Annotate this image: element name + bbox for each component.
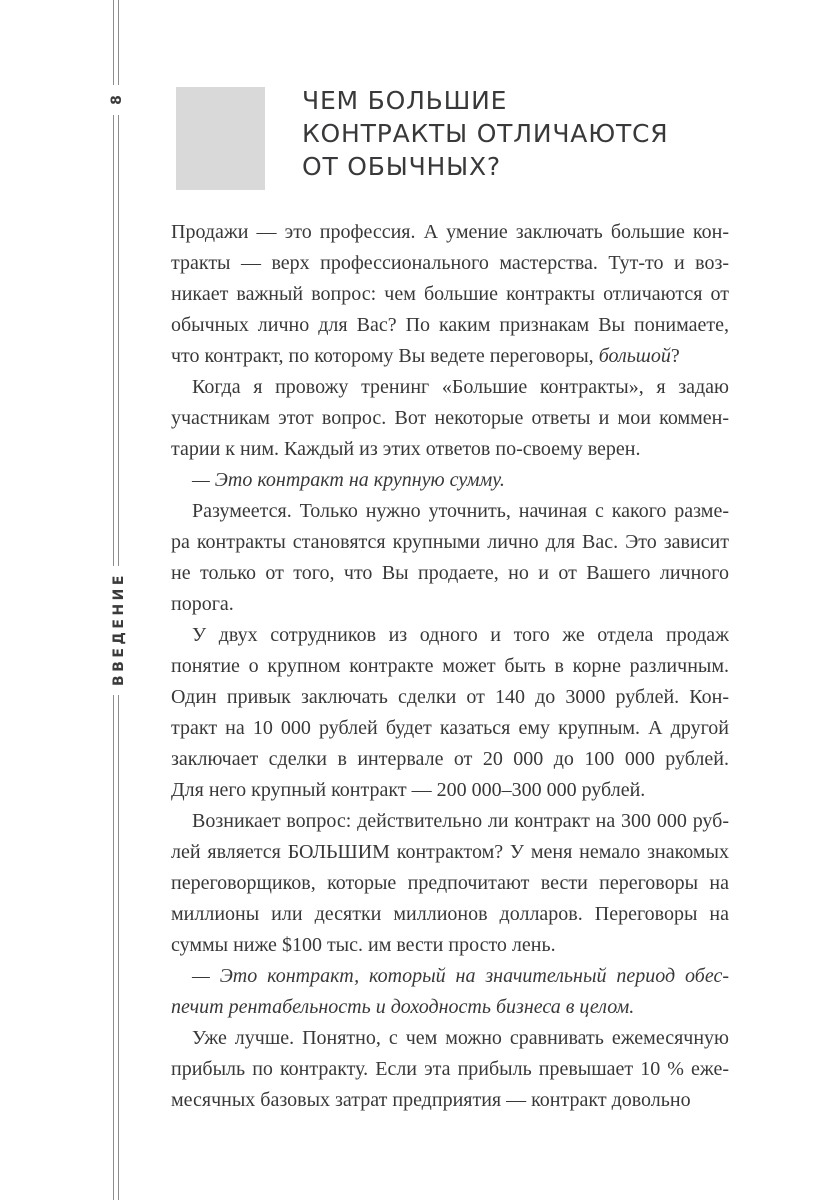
text-line: Возникает вопрос: действительно ли контракт на 300 000 руб- [192,810,729,832]
body-text [171,217,729,1116]
text-line: не только от того, что Вы продаете, но и от Вашего личного [171,562,729,584]
paragraph [171,465,729,496]
left-margin-rule-middle [113,115,119,566]
paragraph [171,620,729,806]
chapter-title-line: ОТ ОБЫЧНЫХ? [302,152,501,181]
text-line: порога. [171,593,234,615]
text-line: тарии к ним. Каждый из этих ответов по-своему верен. [171,438,641,460]
paragraph [171,217,729,372]
left-margin-rule-top [113,0,119,85]
text-line: Продажи — это профессия. А умение заключать большие кон- [171,221,729,243]
text-line: Для него крупный контракт — 200 000–300 000 рублей. [171,779,646,801]
text-line: — Это контракт, который на значительный период обес- [192,965,729,987]
text-line: Разумеется. Только нужно уточнить, начиная с какого разме- [192,500,729,522]
text-line: лей является БОЛЬШИМ контрактом? У меня немало знакомых [171,841,729,863]
text-line: — Это контракт на крупную сумму. [192,469,505,491]
paragraph [171,372,729,465]
text-line: ра контракты становятся крупными лично для Вас. Это зависит [171,531,729,553]
text-line: переговорщиков, которые предпочитают вести переговоры на [171,872,729,894]
paragraph [171,806,729,961]
chapter-title [302,84,668,183]
text-line: У двух сотрудников из одного и того же отдела продаж [192,624,729,646]
text-line: никает важный вопрос: чем большие контракты отличаются от [171,283,729,305]
paragraph [171,1023,729,1116]
text-line: суммы ниже $100 тыс. им вести просто лень. [171,934,556,956]
text-line: прибыль по контракту. Если эта прибыль превышает 10 % еже- [171,1058,729,1080]
paragraph [171,496,729,620]
text-line: заключает сделки в интервале от 20 000 до 100 000 рублей. [171,748,729,770]
text-line: тракт на 10 000 рублей будет казаться ему крупным. А другой [171,717,729,739]
page-number: 8 [109,95,125,105]
chapter-image-placeholder [176,87,265,190]
section-label: ВВЕДЕНИЕ [111,572,127,686]
text-line: участникам этот вопрос. Вот некоторые ответы и мои коммен- [171,407,729,429]
chapter-title-line: КОНТРАКТЫ ОТЛИЧАЮТСЯ [302,119,669,148]
text-line: Уже лучше. Понятно, с чем можно сравнивать ежемесячную [192,1027,729,1049]
text-line: печит рентабельность и доходность бизнеса в целом. [171,996,635,1018]
left-margin-rule-bottom [113,695,119,1200]
text-line: понятие о крупном контракте может быть в корне различным. [171,655,729,677]
text-line: тракты — верх профессионального мастерства. Тут-то и воз- [171,252,729,274]
text-line: Когда я провожу тренинг «Большие контракты», я задаю [192,376,729,398]
text-line: миллионы или десятки миллионов долларов. Переговоры на [171,903,729,925]
text-line: месячных базовых затрат предприятия — контракт довольно [171,1089,691,1111]
text-line: Один привык заключать сделки от 140 до 3000 рублей. Кон- [171,686,729,708]
text-line: что контракт, по которому Вы ведете переговоры, большой? [171,345,680,367]
text-line: обычных лично для Вас? По каким признакам Вы понимаете, [171,314,729,336]
chapter-title-line: ЧЕМ БОЛЬШИЕ [302,86,508,115]
paragraph [171,961,729,1023]
